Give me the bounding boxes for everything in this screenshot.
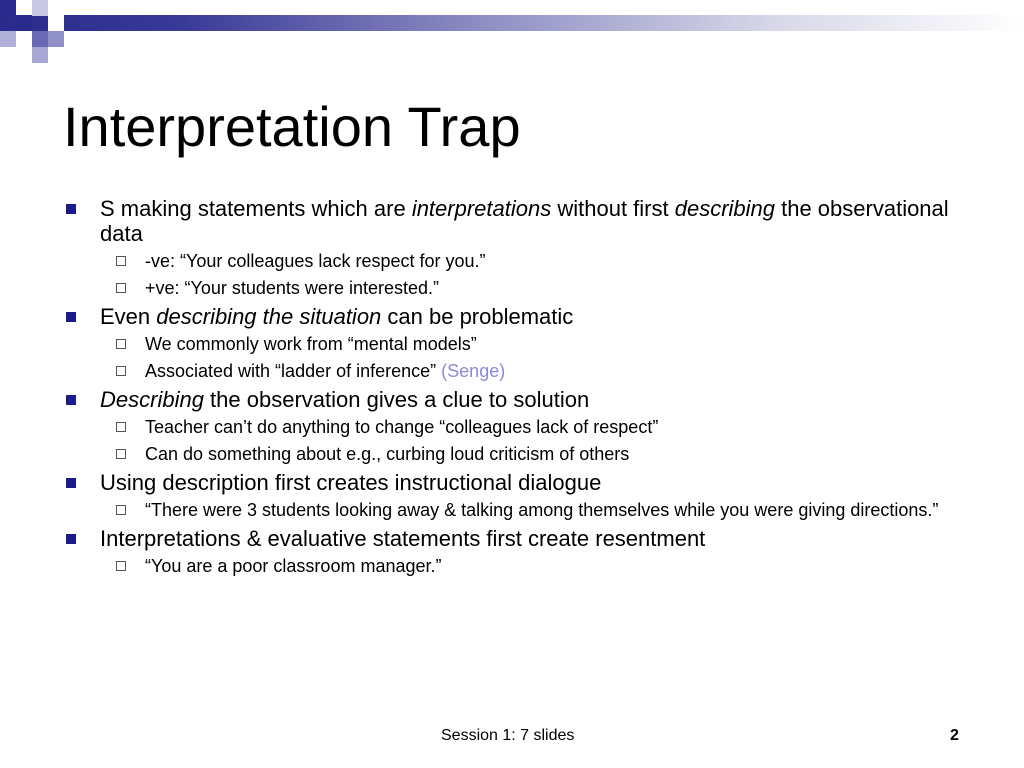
slide-body	[60, 196, 950, 582]
decoration-square	[16, 0, 32, 16]
hollow-square-bullet-icon	[116, 505, 126, 515]
bullet-text-part: Even	[100, 304, 157, 329]
sub-bullet-item	[100, 250, 950, 272]
hollow-square-bullet-icon	[116, 561, 126, 571]
bullet-text-part: without first	[551, 196, 675, 221]
page-number: 2	[950, 727, 959, 744]
sub-bullet-text: We commonly work from “mental models”	[145, 334, 477, 354]
sub-bullet-item	[100, 499, 950, 521]
sub-bullet-text: Associated with “ladder of inference”	[145, 361, 437, 381]
hollow-square-bullet-icon	[116, 449, 126, 459]
decoration-square	[0, 31, 16, 47]
bullet-text-emphasis: interpretations	[411, 196, 552, 221]
decoration-square	[32, 47, 48, 63]
bullet-item	[60, 304, 950, 329]
sub-bullet-text: -ve: “Your colleagues lack respect for you.”	[145, 251, 486, 271]
bullet-text: Interpretations & evaluative statements first create resentment	[100, 526, 706, 551]
bullet-text-emphasis: describing	[674, 196, 775, 221]
sub-bullet-item	[100, 333, 950, 355]
sub-bullet-item	[100, 443, 950, 465]
hollow-square-bullet-icon	[116, 283, 126, 293]
decoration-square	[32, 0, 48, 16]
square-bullet-icon	[66, 534, 76, 544]
decoration-square	[16, 15, 32, 31]
hollow-square-bullet-icon	[116, 339, 126, 349]
slide-title: Interpretation Trap	[63, 95, 521, 158]
bullet-text-part: the observational data	[100, 196, 949, 246]
square-bullet-icon	[66, 395, 76, 405]
footer-session-label: Session 1: 7 slides	[441, 727, 575, 744]
sub-bullet-item	[100, 277, 950, 299]
decoration-square	[32, 31, 48, 47]
bullet-item	[60, 196, 950, 246]
sub-bullet-text: “There were 3 students looking away & talking among themselves while you were giving directions.”	[145, 500, 939, 520]
hollow-square-bullet-icon	[116, 366, 126, 376]
hollow-square-bullet-icon	[116, 256, 126, 266]
bullet-item	[60, 470, 950, 495]
bullet-text-emphasis: Describing	[100, 387, 204, 412]
sub-bullet-text: “You are a poor classroom manager.”	[145, 556, 442, 576]
bullet-item	[60, 526, 950, 551]
sub-bullet-item	[100, 360, 950, 382]
header-decoration-bar	[0, 15, 1024, 31]
decoration-square	[16, 31, 32, 47]
bullet-text-emphasis: describing the situation	[156, 304, 382, 329]
decoration-square	[48, 31, 64, 47]
sub-bullet-text: Can do something about e.g., curbing loud criticism of others	[145, 444, 630, 464]
decoration-square	[48, 15, 64, 31]
sub-bullet-item	[100, 416, 950, 438]
sub-bullet-text: Teacher can’t do anything to change “colleagues lack of respect”	[145, 417, 659, 437]
sub-bullet-text: +ve: “Your students were interested.”	[145, 278, 439, 298]
bullet-text-part: S making statements which are	[100, 196, 412, 221]
square-bullet-icon	[66, 478, 76, 488]
senge-link[interactable]: (Senge)	[441, 361, 506, 381]
sub-bullet-item	[100, 555, 950, 577]
bullet-text-part: can be problematic	[381, 304, 574, 329]
hollow-square-bullet-icon	[116, 422, 126, 432]
decoration-square	[0, 0, 16, 16]
square-bullet-icon	[66, 312, 76, 322]
bullet-text: Using description first creates instructional dialogue	[100, 470, 602, 495]
square-bullet-icon	[66, 204, 76, 214]
bullet-text-part: the observation gives a clue to solution	[203, 387, 590, 412]
bullet-item	[60, 387, 950, 412]
